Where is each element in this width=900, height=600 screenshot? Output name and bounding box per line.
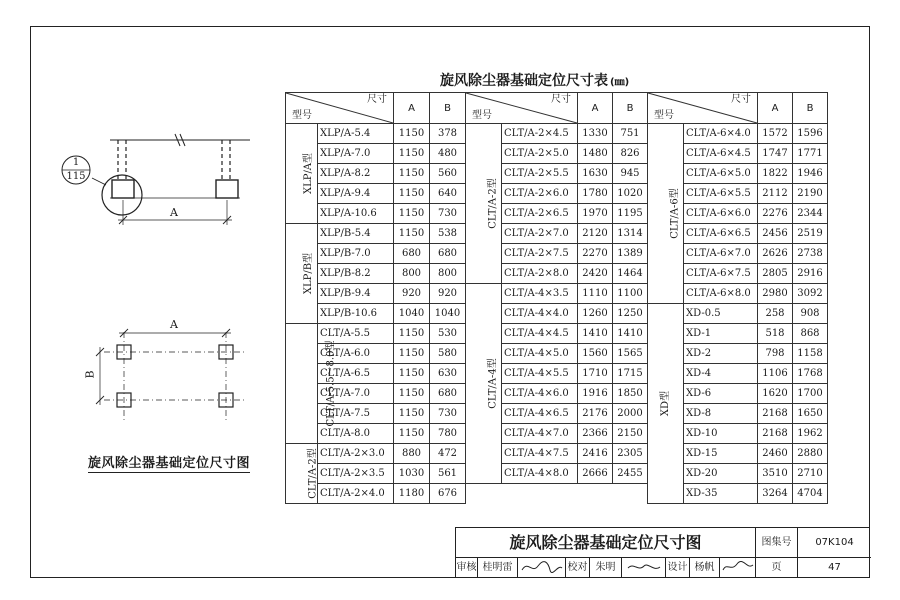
value-a-cell: 680: [394, 244, 430, 264]
model-cell: CLT/A-6×5.5: [684, 184, 758, 204]
value-b-cell: 1195: [613, 204, 648, 224]
value-a-cell: 3264: [758, 484, 793, 504]
table-unit: (㎜): [610, 77, 630, 88]
table-row: [466, 284, 648, 304]
value-a-cell: 1560: [578, 344, 613, 364]
value-a-cell: 1150: [394, 124, 430, 144]
value-b-cell: 1020: [613, 184, 648, 204]
atlas-label: 图集号: [756, 528, 798, 558]
value-a-cell: 1572: [758, 124, 793, 144]
header-diagonal-cell: [286, 93, 394, 124]
group-label-cell: [286, 124, 318, 224]
reviewer-name: 桂明雷: [478, 558, 518, 578]
model-cell: CLT/A-6.0: [318, 344, 394, 364]
value-b-cell: 1700: [793, 384, 828, 404]
group-label: XD型: [659, 390, 671, 417]
model-cell: CLT/A-2×3.0: [318, 444, 394, 464]
model-cell: CLT/A-4×3.5: [502, 284, 578, 304]
value-a-cell: 880: [394, 444, 430, 464]
value-a-cell: 2666: [578, 464, 613, 484]
value-b-cell: 2710: [793, 464, 828, 484]
value-b-cell: 2150: [613, 424, 648, 444]
value-b-cell: 1314: [613, 224, 648, 244]
title-block-title: 旋风除尘器基础定位尺寸图: [456, 528, 756, 558]
value-a-cell: 1180: [394, 484, 430, 504]
value-b-cell: 560: [430, 164, 466, 184]
model-cell: CLT/A-4×5.5: [502, 364, 578, 384]
model-cell: CLT/A-4×4.5: [502, 324, 578, 344]
value-a-cell: 1150: [394, 184, 430, 204]
model-cell: XD-6: [684, 384, 758, 404]
header-model-label: 型号: [472, 110, 492, 121]
value-a-cell: 2176: [578, 404, 613, 424]
model-cell: CLT/A-2×8.0: [502, 264, 578, 284]
value-b-cell: 2190: [793, 184, 828, 204]
model-cell: CLT/A-2×6.5: [502, 204, 578, 224]
value-a-cell: 1110: [578, 284, 613, 304]
model-cell: CLT/A-4×6.0: [502, 384, 578, 404]
value-a-cell: 1150: [394, 224, 430, 244]
plan-dim-b: B: [83, 370, 97, 379]
group-label-cell: [286, 224, 318, 324]
value-b-cell: 826: [613, 144, 648, 164]
header-size-label: 尺寸: [731, 94, 751, 105]
value-b-cell: 630: [430, 364, 466, 384]
value-b-cell: 1715: [613, 364, 648, 384]
value-b-cell: 480: [430, 144, 466, 164]
value-b-cell: 2519: [793, 224, 828, 244]
elevation-dim-a: A: [170, 206, 178, 219]
value-a-cell: 1330: [578, 124, 613, 144]
value-a-cell: 1480: [578, 144, 613, 164]
value-b-cell: 908: [793, 304, 828, 324]
table-row: [648, 304, 828, 324]
table-row: [286, 224, 466, 244]
dimension-table-section-2: [465, 92, 648, 484]
value-b-cell: 1410: [613, 324, 648, 344]
model-cell: XLP/B-8.2: [318, 264, 394, 284]
header-model-label: 型号: [654, 110, 674, 121]
model-cell: CLT/A-2×3.5: [318, 464, 394, 484]
header-diagonal-cell: [466, 93, 578, 124]
model-cell: CLT/A-2×6.0: [502, 184, 578, 204]
group-label-cell: [286, 324, 337, 444]
value-a-cell: 258: [758, 304, 793, 324]
value-b-cell: 1596: [793, 124, 828, 144]
model-cell: CLT/A-6×8.0: [684, 284, 758, 304]
model-cell: XLP/A-10.6: [318, 204, 394, 224]
proofer-name: 朱明: [590, 558, 622, 578]
value-b-cell: 561: [430, 464, 466, 484]
model-cell: XD-0.5: [684, 304, 758, 324]
model-cell: CLT/A-6×4.5: [684, 144, 758, 164]
value-b-cell: 868: [793, 324, 828, 344]
value-a-cell: 1150: [394, 364, 430, 384]
model-cell: XLP/A-7.0: [318, 144, 394, 164]
proof-label: 校对: [566, 558, 590, 578]
model-cell: CLT/A-2×5.0: [502, 144, 578, 164]
header-col-b: B: [613, 93, 648, 124]
model-cell: XD-35: [684, 484, 758, 504]
header-diagonal-cell: [648, 93, 758, 124]
value-b-cell: 1771: [793, 144, 828, 164]
value-a-cell: 920: [394, 284, 430, 304]
value-b-cell: 1250: [613, 304, 648, 324]
callout-bottom-number: 115: [66, 171, 86, 182]
model-cell: XLP/A-8.2: [318, 164, 394, 184]
value-a-cell: 1630: [578, 164, 613, 184]
model-cell: CLT/A-4×6.5: [502, 404, 578, 424]
designer-name: 杨帆: [690, 558, 720, 578]
value-b-cell: 680: [430, 384, 466, 404]
value-b-cell: 1158: [793, 344, 828, 364]
table-row: [286, 124, 466, 144]
model-cell: XLP/B-5.4: [318, 224, 394, 244]
value-a-cell: 2270: [578, 244, 613, 264]
value-a-cell: 1260: [578, 304, 613, 324]
reviewer-signature: [518, 558, 566, 578]
value-b-cell: 676: [430, 484, 466, 504]
group-label: CLT/A-6型: [669, 188, 681, 239]
model-cell: CLT/A-4×5.0: [502, 344, 578, 364]
value-a-cell: 1410: [578, 324, 613, 344]
header-col-a: A: [578, 93, 613, 124]
value-b-cell: 2344: [793, 204, 828, 224]
value-a-cell: 1150: [394, 344, 430, 364]
header-col-b: B: [430, 93, 466, 124]
group-label-cell: [466, 284, 502, 484]
value-b-cell: 2916: [793, 264, 828, 284]
page-label: 页: [756, 558, 798, 578]
value-a-cell: 2805: [758, 264, 793, 284]
value-b-cell: 640: [430, 184, 466, 204]
value-a-cell: 3510: [758, 464, 793, 484]
model-cell: XLP/B-10.6: [318, 304, 394, 324]
value-a-cell: 2420: [578, 264, 613, 284]
value-a-cell: 2626: [758, 244, 793, 264]
page-number: 47: [828, 562, 841, 573]
dimension-table-section-1: [285, 92, 466, 504]
value-b-cell: 1565: [613, 344, 648, 364]
header-col-a: A: [758, 93, 793, 124]
model-cell: CLT/A-5.5: [318, 324, 394, 344]
table-row: [286, 324, 466, 344]
atlas-number: 07K104: [798, 528, 871, 558]
model-cell: XLP/A-9.4: [318, 184, 394, 204]
value-a-cell: 1747: [758, 144, 793, 164]
value-a-cell: 1030: [394, 464, 430, 484]
model-cell: CLT/A-6×7.0: [684, 244, 758, 264]
value-a-cell: 1970: [578, 204, 613, 224]
value-b-cell: 1650: [793, 404, 828, 424]
value-b-cell: 730: [430, 204, 466, 224]
model-cell: CLT/A-4×7.0: [502, 424, 578, 444]
group-label-cell: [648, 304, 684, 504]
value-b-cell: 945: [613, 164, 648, 184]
value-b-cell: 920: [430, 284, 466, 304]
group-label: CLT/A-2型: [307, 448, 319, 499]
value-a-cell: 2460: [758, 444, 793, 464]
value-a-cell: 2366: [578, 424, 613, 444]
model-cell: CLT/A-6×6.5: [684, 224, 758, 244]
value-b-cell: 3092: [793, 284, 828, 304]
model-cell: CLT/A-4×7.5: [502, 444, 578, 464]
model-cell: CLT/A-6×6.0: [684, 204, 758, 224]
value-b-cell: 780: [430, 424, 466, 444]
value-b-cell: 2455: [613, 464, 648, 484]
value-a-cell: 2416: [578, 444, 613, 464]
model-cell: CLT/A-2×4.5: [502, 124, 578, 144]
value-b-cell: 530: [430, 324, 466, 344]
value-a-cell: 798: [758, 344, 793, 364]
model-cell: XD-15: [684, 444, 758, 464]
model-cell: XD-20: [684, 464, 758, 484]
value-b-cell: 2880: [793, 444, 828, 464]
group-label: XLP/A型: [303, 152, 315, 195]
title-block: [455, 527, 870, 578]
table-header-row: [286, 93, 466, 124]
model-cell: CLT/A-2×4.0: [318, 484, 394, 504]
value-b-cell: 2738: [793, 244, 828, 264]
model-cell: XLP/B-9.4: [318, 284, 394, 304]
value-b-cell: 1946: [793, 164, 828, 184]
design-label: 设计: [666, 558, 690, 578]
plan-dim-a: A: [170, 318, 178, 331]
value-a-cell: 2168: [758, 404, 793, 424]
value-a-cell: 1150: [394, 204, 430, 224]
value-a-cell: 1150: [394, 424, 430, 444]
header-col-b: B: [793, 93, 828, 124]
value-b-cell: 1768: [793, 364, 828, 384]
header-model-label: 型号: [292, 110, 312, 121]
value-a-cell: 1620: [758, 384, 793, 404]
plan-view: [96, 329, 244, 420]
value-b-cell: 751: [613, 124, 648, 144]
model-cell: CLT/A-7.5: [318, 404, 394, 424]
value-b-cell: 2305: [613, 444, 648, 464]
callout-top-number: 1: [72, 157, 80, 168]
value-a-cell: 1710: [578, 364, 613, 384]
value-a-cell: 2980: [758, 284, 793, 304]
value-b-cell: 800: [430, 264, 466, 284]
value-b-cell: 4704: [793, 484, 828, 504]
model-cell: CLT/A-6×5.0: [684, 164, 758, 184]
table-header-row: [466, 93, 648, 124]
value-a-cell: 1150: [394, 164, 430, 184]
model-cell: XD-1: [684, 324, 758, 344]
value-a-cell: 1150: [394, 384, 430, 404]
value-a-cell: 1150: [394, 144, 430, 164]
table-title-text: 旋风除尘器基础定位尺寸表: [440, 73, 608, 89]
value-b-cell: 1962: [793, 424, 828, 444]
table-row: [466, 124, 648, 144]
value-a-cell: 1822: [758, 164, 793, 184]
model-cell: CLT/A-6×7.5: [684, 264, 758, 284]
header-size-label: 尺寸: [551, 94, 571, 105]
model-cell: CLT/A-2×7.5: [502, 244, 578, 264]
value-a-cell: 1150: [394, 324, 430, 344]
model-cell: XD-10: [684, 424, 758, 444]
model-cell: CLT/A-6×4.0: [684, 124, 758, 144]
figure-caption: 旋风除尘器基础定位尺寸图: [88, 452, 250, 473]
group-label: XLP/B型: [303, 252, 315, 295]
group-label-cell: [466, 124, 502, 284]
value-a-cell: 1780: [578, 184, 613, 204]
table-title: [440, 70, 629, 90]
value-b-cell: 1850: [613, 384, 648, 404]
value-b-cell: 1100: [613, 284, 648, 304]
model-cell: CLT/A-6.5: [318, 364, 394, 384]
value-a-cell: 1916: [578, 384, 613, 404]
designer-signature: [720, 558, 756, 578]
table-header-row: [648, 93, 828, 124]
model-cell: CLT/A-7.0: [318, 384, 394, 404]
value-a-cell: 2120: [578, 224, 613, 244]
value-b-cell: 2000: [613, 404, 648, 424]
group-label: CLT/A-4型: [487, 358, 499, 409]
table-row: [286, 444, 466, 464]
table-row: [648, 124, 828, 144]
model-cell: XLP/A-5.4: [318, 124, 394, 144]
model-cell: XD-2: [684, 344, 758, 364]
model-cell: CLT/A-2×5.5: [502, 164, 578, 184]
value-b-cell: 1040: [430, 304, 466, 324]
proofer-signature: [622, 558, 666, 578]
model-cell: XLP/B-7.0: [318, 244, 394, 264]
group-label: CLT/A-2型: [487, 178, 499, 229]
model-cell: CLT/A-8.0: [318, 424, 394, 444]
value-b-cell: 1464: [613, 264, 648, 284]
dimension-table-section-3: [647, 92, 828, 504]
value-a-cell: 1150: [394, 404, 430, 424]
value-b-cell: 538: [430, 224, 466, 244]
model-cell: XD-4: [684, 364, 758, 384]
value-b-cell: 378: [430, 124, 466, 144]
value-b-cell: 580: [430, 344, 466, 364]
value-a-cell: 1040: [394, 304, 430, 324]
value-a-cell: 2456: [758, 224, 793, 244]
value-b-cell: 1389: [613, 244, 648, 264]
value-a-cell: 2112: [758, 184, 793, 204]
header-col-a: A: [394, 93, 430, 124]
value-b-cell: 730: [430, 404, 466, 424]
value-a-cell: 2276: [758, 204, 793, 224]
model-cell: CLT/A-4×8.0: [502, 464, 578, 484]
model-cell: CLT/A-4×4.0: [502, 304, 578, 324]
value-a-cell: 800: [394, 264, 430, 284]
value-a-cell: 1106: [758, 364, 793, 384]
model-cell: XD-8: [684, 404, 758, 424]
group-label-cell: [286, 444, 318, 504]
group-label-cell: [648, 124, 684, 304]
value-b-cell: 472: [430, 444, 466, 464]
model-cell: CLT/A-2×7.0: [502, 224, 578, 244]
value-a-cell: 518: [758, 324, 793, 344]
value-b-cell: 680: [430, 244, 466, 264]
group-label: CLT/A-5.5～8.0型: [325, 340, 337, 427]
value-a-cell: 2168: [758, 424, 793, 444]
header-size-label: 尺寸: [367, 94, 387, 105]
review-label: 审核: [456, 558, 478, 578]
